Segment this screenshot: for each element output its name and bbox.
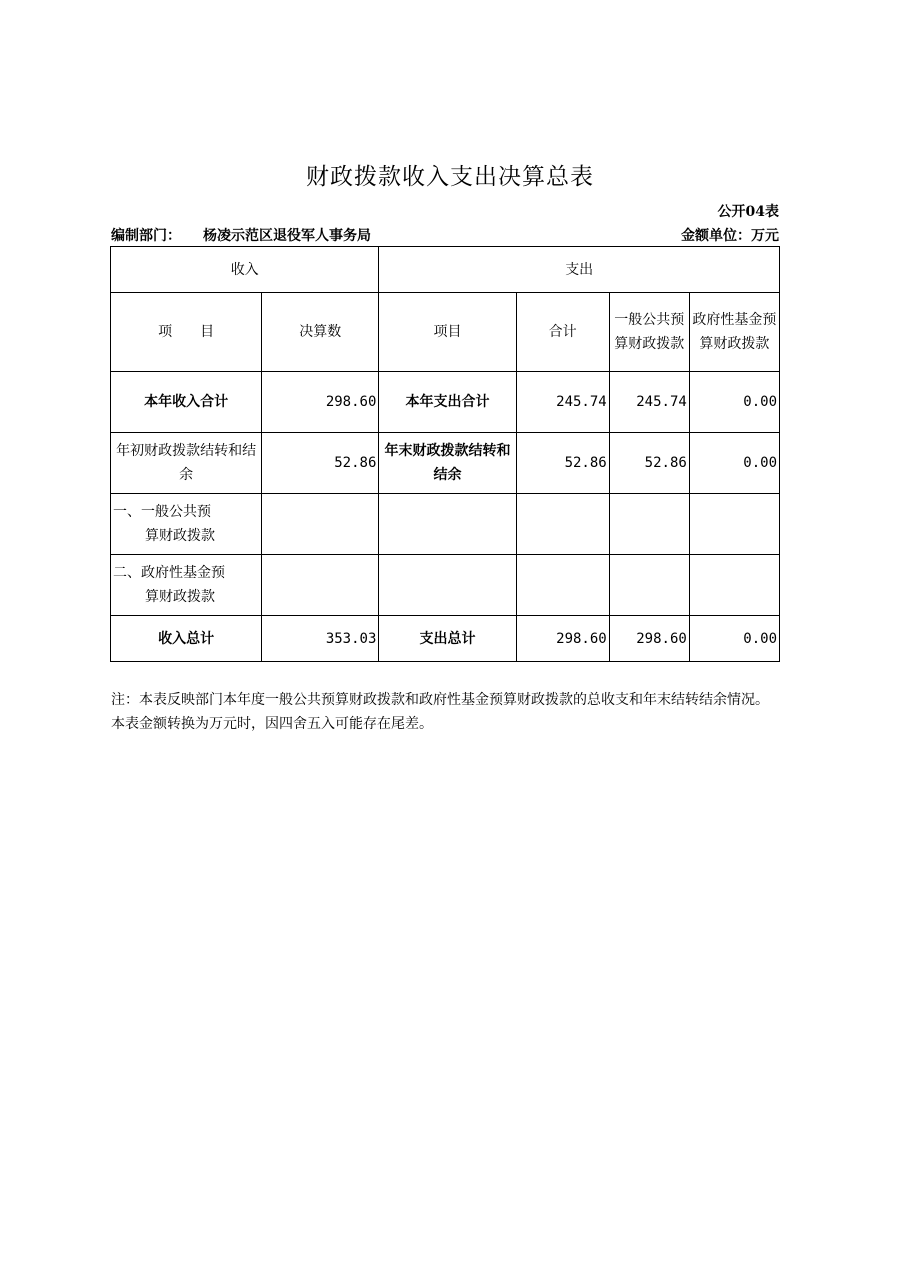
- empty-cell: [689, 494, 779, 555]
- income-item: 收入总计: [111, 616, 262, 662]
- col-expense-item: 项目: [379, 293, 516, 372]
- empty-cell: [379, 494, 516, 555]
- col-amount: 决算数: [262, 293, 379, 372]
- expense-total: 298.60: [516, 616, 609, 662]
- table-row: [111, 555, 780, 616]
- income-header: 收入: [111, 247, 379, 293]
- income-item: 本年收入合计: [111, 372, 262, 433]
- income-item-line2: 算财政拨款: [145, 589, 215, 605]
- page-title: 财政拨款收入支出决算总表: [306, 164, 594, 190]
- income-item-line1: 二、政府性基金预: [113, 565, 225, 581]
- expense-general: 245.74: [609, 372, 689, 433]
- expense-item: 支出总计: [379, 616, 516, 662]
- table-header-row: [111, 247, 780, 293]
- expense-fund: 0.00: [689, 616, 779, 662]
- table-column-row: [111, 293, 780, 372]
- expense-general: 52.86: [609, 433, 689, 494]
- expense-total: 245.74: [516, 372, 609, 433]
- col-general: 一般公共预算财政拨款: [609, 293, 689, 372]
- income-amount: 298.60: [262, 372, 379, 433]
- income-item: 年初财政拨款结转和结余: [111, 433, 262, 494]
- expense-total: 52.86: [516, 433, 609, 494]
- table-row: [111, 494, 780, 555]
- expense-item: 年末财政拨款结转和结余: [379, 433, 516, 494]
- income-amount: 52.86: [262, 433, 379, 494]
- table-row: [111, 616, 780, 662]
- table-row: [111, 433, 780, 494]
- department-line: [111, 225, 371, 245]
- empty-cell: [516, 555, 609, 616]
- expense-header: 支出: [379, 247, 780, 293]
- amount-unit: 金额单位：万元: [681, 228, 779, 244]
- expense-general: 298.60: [609, 616, 689, 662]
- form-number: 公开04表: [717, 204, 779, 220]
- income-item-line2: 算财政拨款: [145, 528, 215, 544]
- empty-cell: [262, 555, 379, 616]
- expense-fund: 0.00: [689, 372, 779, 433]
- income-item-line1: 一、一般公共预: [113, 504, 211, 520]
- col-fund: 政府性基金预算财政拨款: [689, 293, 779, 372]
- col-total: 合计: [516, 293, 609, 372]
- col-item: 项 目: [111, 293, 262, 372]
- empty-cell: [516, 494, 609, 555]
- income-item: [111, 494, 262, 555]
- expense-fund: 0.00: [689, 433, 779, 494]
- expense-item: 本年支出合计: [379, 372, 516, 433]
- empty-cell: [262, 494, 379, 555]
- table-row: [111, 372, 780, 433]
- empty-cell: [689, 555, 779, 616]
- income-amount: 353.03: [262, 616, 379, 662]
- department-label: 编制部门：: [111, 228, 181, 244]
- empty-cell: [609, 494, 689, 555]
- empty-cell: [609, 555, 689, 616]
- department-name: 杨凌示范区退役军人事务局: [203, 228, 371, 244]
- empty-cell: [379, 555, 516, 616]
- budget-table: [110, 246, 780, 662]
- income-item: [111, 555, 262, 616]
- footnote: 注：本表反映部门本年度一般公共预算财政拨款和政府性基金预算财政拨款的总收支和年末结转结余情况。本表金额转换为万元时，因四舍五入可能存在尾差。: [111, 692, 769, 732]
